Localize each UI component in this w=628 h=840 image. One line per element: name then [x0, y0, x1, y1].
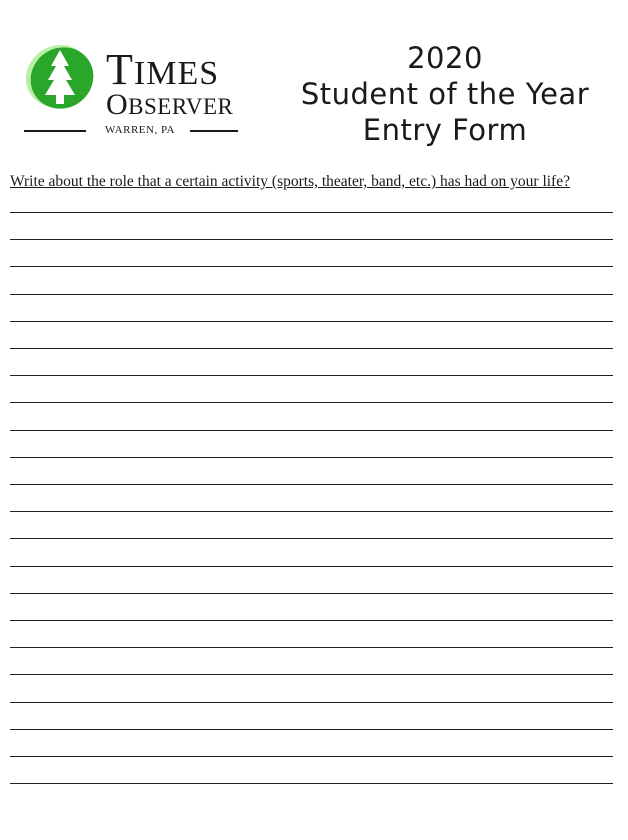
- answer-line[interactable]: [10, 457, 613, 458]
- form-title: [280, 40, 610, 148]
- answer-line[interactable]: [10, 783, 613, 784]
- answer-line[interactable]: [10, 674, 613, 675]
- logo-divider-left: [24, 130, 86, 132]
- form-title-name: Student of the Year: [300, 77, 590, 111]
- answer-line[interactable]: [10, 511, 613, 512]
- logo-wordmark-observer: OBSERVER: [106, 88, 234, 121]
- answer-line[interactable]: [10, 294, 613, 295]
- answer-line[interactable]: [10, 212, 613, 213]
- times-observer-logo: [18, 40, 243, 140]
- essay-prompt: Write about the role that a certain activity (sports, theater, band, etc.) has had on your life?: [10, 173, 570, 190]
- answer-line[interactable]: [10, 375, 613, 376]
- answer-line[interactable]: [10, 239, 613, 240]
- logo-divider-right: [190, 130, 238, 132]
- form-title-year: 2020: [407, 41, 483, 75]
- answer-line[interactable]: [10, 729, 613, 730]
- tree-logo-icon: [18, 40, 108, 120]
- answer-line[interactable]: [10, 321, 613, 322]
- answer-line[interactable]: [10, 647, 613, 648]
- answer-line[interactable]: [10, 566, 613, 567]
- answer-line[interactable]: [10, 402, 613, 403]
- answer-line[interactable]: [10, 538, 613, 539]
- answer-line[interactable]: [10, 348, 613, 349]
- logo-wordmark-times: TIMES: [106, 45, 220, 94]
- logo-location: WARREN, PA: [105, 124, 175, 136]
- answer-line[interactable]: [10, 266, 613, 267]
- answer-line[interactable]: [10, 430, 613, 431]
- answer-line[interactable]: [10, 620, 613, 621]
- answer-line[interactable]: [10, 593, 613, 594]
- answer-line[interactable]: [10, 484, 613, 485]
- answer-line[interactable]: [10, 756, 613, 757]
- answer-line[interactable]: [10, 702, 613, 703]
- form-title-subtitle: Entry Form: [362, 113, 528, 147]
